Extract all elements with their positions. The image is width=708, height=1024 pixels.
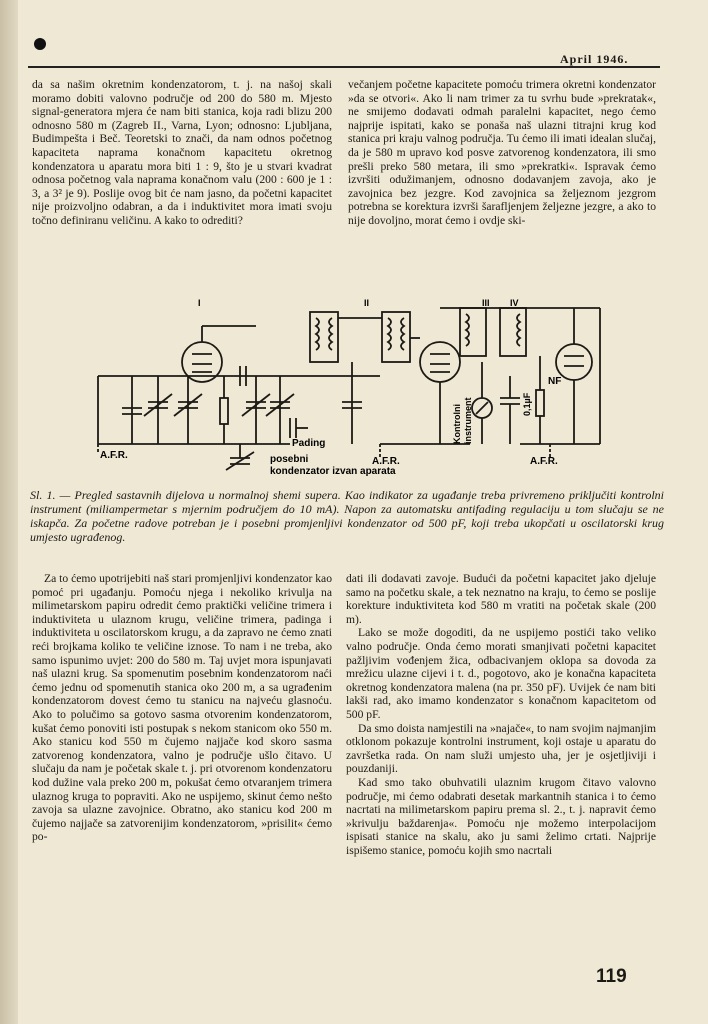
nf-label: NF	[548, 376, 562, 387]
paragraph: da sa našim okretnim kondenzatorom, t. j. na našoj skali moramo dobiti valovno područje od 200 do 580 m. Mjesto signal-generatora mjera će nam biti stanica, koja radi blizu 200 odnosno 580 m (Zagreb II., Varna, Lyon; odnosno: Ljubljana, Budimpešta i Beč. Teoretski to znači, da nam odnos početnog kapaciteta naprama konačnom kapacitetu okretnog kondenzatora u aparatu mora biti 1 : 9, što je u stvari kvadrat odnosa početnog vala naprama konačnom valu (200 : 600 je 1 : 3, a 3² je 9). Poslije ovog bit će nam jasno, da početni kapacitet nije proizvoljno odabran, a da i induktivitet mora imati svoju točno definiranu veličinu. A kako to odrediti?	[32, 78, 332, 227]
padding-label: Pading	[292, 438, 326, 449]
afr-label: A.F.R.	[372, 456, 400, 467]
paragraph: Lako se može dogoditi, da ne uspijemo postići tako veliko valno područje. Onda ćemo morati smanjivati početni kapacitet pažljivim vođenjem žica, odbacivanjem oklopa sa dovoda za mrežicu ulazne cijevi i t. d., pogotovo, ako je konačna kapaciteta okretnog kondenzatora malena (na pr. 350 pF). Uvijek će nam biti lakši rad, ako imamo kondenzator s konačnom kapacitetom od 500 pF.	[346, 626, 656, 721]
punch-hole	[34, 38, 46, 50]
instrument-label: instrument	[463, 397, 473, 444]
circuit-schematic	[80, 298, 640, 488]
paragraph: Za to ćemo upotrijebiti naš stari promjenljivi kondenzator kao pomoć pri ugađanju. Pomoću njega i nekoliko krivulja na milimetarskom papiru odredit ćemo praktički veličine trimera i induktiviteta u ulaznom krugu, veličine trimera, padinga i induktiviteta u oscilatorskom krugu, a da zapravo ne ćemo znati reći brojkama koliko te veličine iznose. To nam i ne treba, ako samo ispunimo uvjet: 200 do 580 m. Taj uvjet mora ispunjavati naš ulazni krug. Sa spomenutim posebnim kondenzatorom naći ćemo jednu od spomenutih stanica oko 200 m, a sa ugrađenim kondenzatorom dovest ćemo tu stanicu na najveću glasnoću. Ako to polučimo sa gotovo sasma otvorenim kondenzatorom, kušat ćemo ponoviti isti postupak s nekom stanicom oko 550 m. Ako stanicu kod 550 m čujemo najjače kod skoro sasma zatvorenog kondenzatora, valno je područje ušlo čitavo. U slučaju da nam je početak skale t. j. pri otvorenom kondenzatoru kod dužine vala preko 200 m, pokušat ćemo otvaranjem trimera ulaznog kruga to popraviti. Ako ne uspijemo, skinut ćemo nešto zavoja sa ulazne zavojnice. Obratno, ako stanicu kod 200 m čujemo najjače sa zatvorenijim kondenzatorom, »prisilit« ćemo po-	[32, 572, 332, 844]
external-capacitor-label: posebni	[270, 454, 309, 465]
instrument-label: Kontrolni	[452, 404, 462, 444]
page-header-date: April 1946.	[560, 52, 629, 66]
header-rule	[28, 66, 660, 68]
page-number: 119	[596, 966, 627, 987]
figure-caption	[30, 488, 664, 544]
stage-label: IV	[510, 298, 519, 308]
stage-label: II	[364, 298, 370, 308]
external-capacitor-label: kondenzator izvan aparata	[270, 466, 396, 477]
afr-label: A.F.R.	[100, 450, 128, 461]
paragraph: dati ili dodavati zavoje. Budući da početni kapacitet jako djeluje samo na početku skale, a tek neznatno na kraju, to ćemo se poslije korekture induktiviteta kod 580 m vratiti na početak skale (200 m).	[346, 572, 656, 626]
column-top-right	[348, 78, 656, 228]
paragraph: Da smo doista namjestili na »najače«, to nam svojim najmanjim otklonom pokazuje kontrolni instrument, koji ostaje u aparatu do završetka rada. On nam služi umjesto uha, jer je osjetljiviji i pouzdaniji.	[346, 721, 656, 776]
afr-label: A.F.R.	[530, 456, 558, 467]
column-bottom-right	[346, 572, 656, 857]
paragraph: Kad smo tako obuhvatili ulaznim krugom čitavo valovno područje, mi ćemo odabrati desetak markantnih stanica i to ćemo nacrtati na milimetarskom papiru prema sl. 2., t. j. napravit ćemo »krivulju baždarenja«. Pomoću nje možemo interpolacijom ispisati stanice na skalu, ako ju sami želimo crtati. Najprije ispišemo stanice, pomoću kojih smo nacrtali	[346, 775, 656, 857]
capacitor-value-label: 0,1µF	[522, 392, 532, 416]
paragraph: večanjem početne kapacitete pomoću trimera okretni kondenzator »da se otvori«. Ako li nam trimer za tu svrhu bude »prekratak«, ne smijemo dodavati odmah paralelni kapacitet, nego ćemo najprije ispitati, kako se ponaša naš ulazni titrajni krug kod stanica pri kraju valnog područja. Tu ćemo ili imati idealan slučaj, da je 580 m upravo kod posve zatvorenog kondenzatora, ili smo prešli preko 580 metara, ili smo »prekratki«. Ispravak ćemo izvršiti odužimanjem, odnosno dodavanjem zavoja, ako je zavojnica bez jezgre. Kod zavojnica sa željeznom jezgrom potrebna se korektura izvrši šarafljenjem željezne jezgre, a ako to nije dovoljno, morat ćemo i ovdje ski-	[348, 78, 656, 227]
caption-text: Sl. 1. — Pregled sastavnih dijelova u normalnoj shemi supera. Kao indikator za ugađanje treba privremeno priključiti kontrolni instrument (miliampermetar s mjernim područjem do 10 mA). Napon za automatsku antifading regulaciju u tom slučaju se ne iskapča. Za početne radove potreban je i posebni promjenljivi kondenzator od 500 pF, koji treba ukopčati u oscilatorski krug umjesto ugrađenog.	[30, 488, 664, 544]
column-bottom-left	[32, 572, 332, 844]
column-top-left	[32, 78, 332, 228]
stage-label: I	[198, 298, 201, 308]
book-spine	[0, 0, 20, 1024]
stage-label: III	[482, 298, 490, 308]
